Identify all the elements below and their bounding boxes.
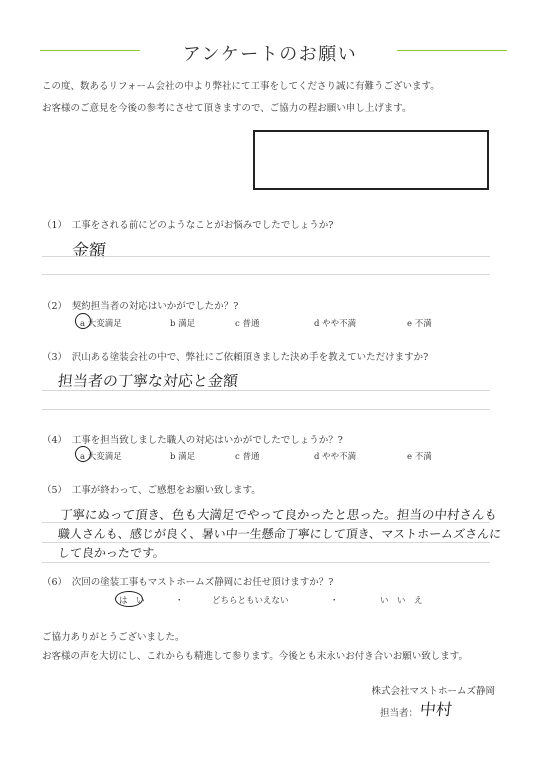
question-4: （4） 工事を担当致しました職人の対応はいかがでしたでしょうか？? [42, 435, 343, 446]
answer-rule [42, 274, 490, 275]
answer-3: 担当者の丁寧な対応と金額 [57, 372, 239, 390]
question-3: （3） 沢山ある塗装会社の中で、弊社にご依頼頂きました決め手を教えていただけますか? [42, 352, 429, 363]
intro-line-2: お客様のご意見を今後の参考にさせて頂きますので、ご協力の程お願い申し上げます。 [42, 103, 412, 114]
q2-option-c: c 普通 [235, 319, 260, 329]
title-rule-left [40, 50, 140, 51]
staff-label: 担当者： [380, 708, 419, 719]
q6-separator: ・ [330, 596, 339, 606]
answer-1: 金額 [70, 241, 107, 261]
question-6: （6） 次回の塗装工事もマストホームズ静岡にお任せ頂けますか？? [42, 577, 334, 588]
customer-name-box [253, 130, 489, 190]
q4-option-e: e 不満 [407, 452, 432, 462]
question-1: （1） 工事をされる前にどのようなことがお悩みでしたでしょうか? [42, 220, 334, 231]
q4-option-a: a 大変満足 [80, 452, 122, 462]
closing-line-2: お客様の声を大切にし、これからも精進して参ります。今後とも末永いお付き合いお願い致します。 [42, 651, 468, 662]
intro-line-1: この度、数あるリフォーム会社の中より弊社にて工事をしてくださり誠に有難うございます。 [42, 81, 440, 92]
closing-line-1: ご協力ありがとうございました。 [42, 632, 185, 643]
q2-option-d: d やや不満 [314, 319, 357, 329]
title-rule-right [397, 50, 507, 51]
answer-rule [42, 542, 490, 543]
answer-rule [42, 562, 490, 563]
staff-name: 中村 [418, 700, 453, 719]
answer-5-line-2: 職人さんも、感じが良く、暑い中一生懸命丁寧にして頂き、マストホームズさんに [57, 527, 502, 541]
answer-5-line-3: して良かったです。 [57, 546, 166, 560]
company-name: 株式会社マストホームズ静岡 [371, 686, 495, 697]
question-5: （5） 工事が終わって、ご感想をお願い致します。 [42, 485, 261, 496]
question-2: （2） 契約担当者の対応はいかがでしたか？? [42, 301, 239, 312]
answer-rule [42, 522, 490, 523]
q6-option-no: い い え [380, 596, 423, 606]
q6-separator: ・ [175, 596, 184, 606]
q6-option-yes: は い [119, 596, 145, 606]
q6-option-neither: どちらともいえない [212, 596, 289, 606]
q4-option-d: d やや不満 [314, 452, 357, 462]
answer-rule [42, 409, 490, 410]
answer-rule [42, 390, 490, 391]
q4-option-b: b 満足 [170, 452, 196, 462]
answer-rule [42, 256, 490, 257]
q4-option-c: c 普通 [235, 452, 260, 462]
q2-option-a: a 大変満足 [80, 319, 122, 329]
page-title: アンケートのお願い [182, 44, 358, 65]
answer-5-line-1: 丁寧にぬって頂き、色も大満足でやって良かったと思った。担当の中村さんも [59, 507, 498, 522]
q2-option-b: b 満足 [170, 319, 196, 329]
q2-option-e: e 不満 [407, 319, 432, 329]
